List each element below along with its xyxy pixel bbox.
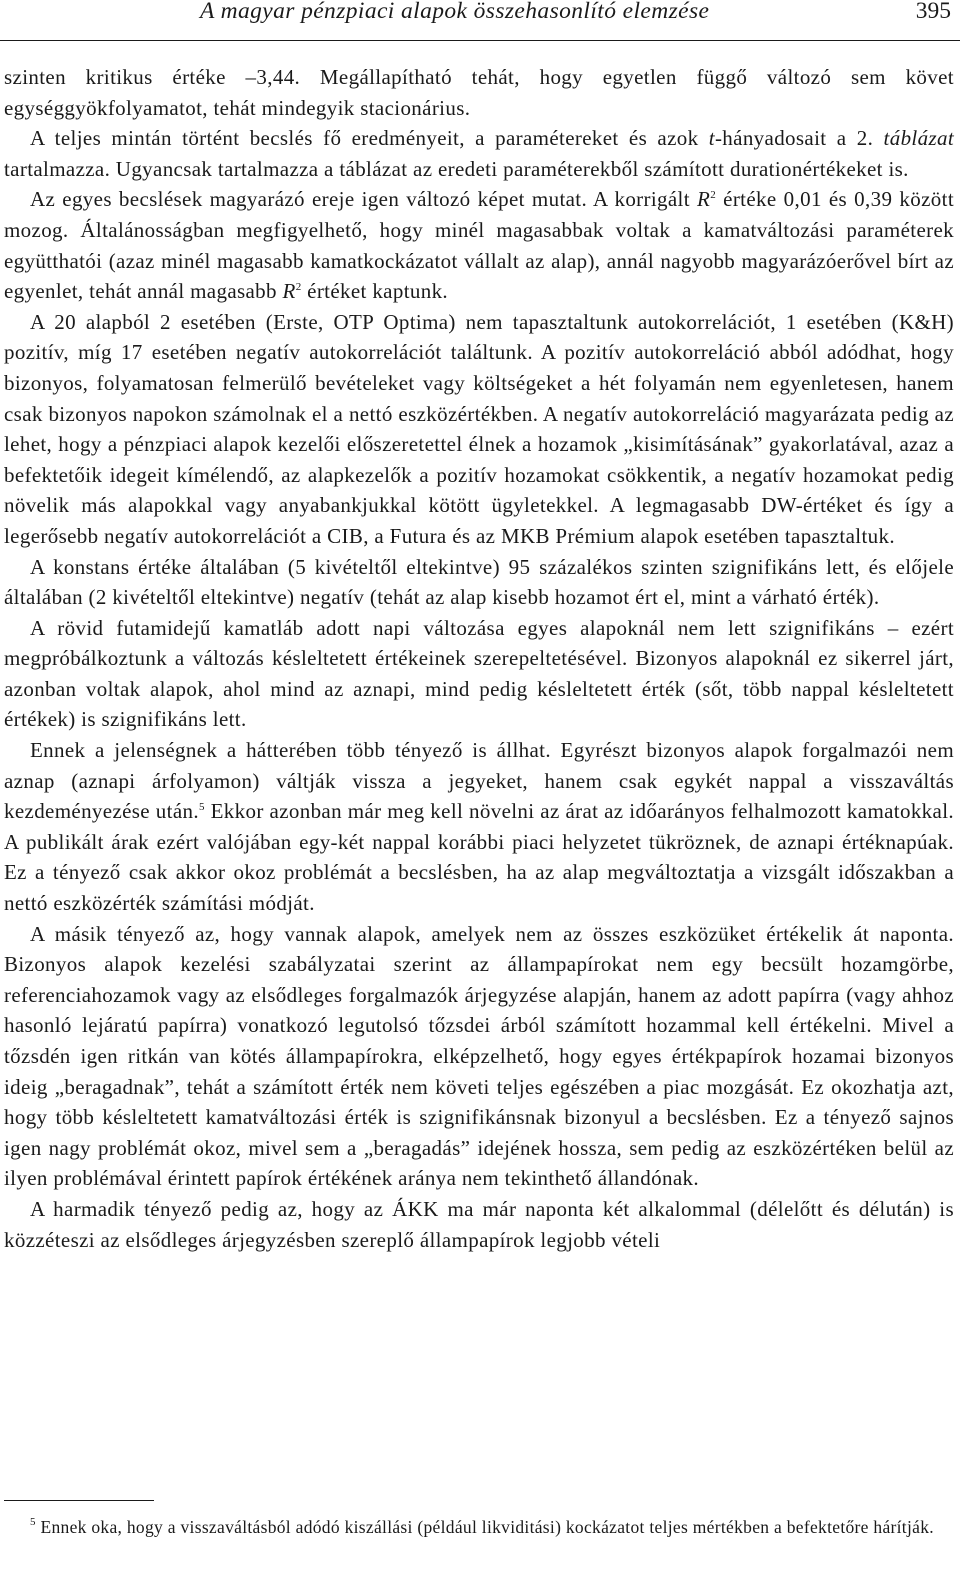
paragraph-4 xyxy=(4,307,954,552)
paragraph-5 xyxy=(4,552,954,613)
footnote-reference: 5 xyxy=(198,801,205,814)
running-title: A magyar pénzpiaci alapok összehasonlító elemzése xyxy=(200,0,710,24)
page-header xyxy=(0,0,960,40)
footnote xyxy=(4,1513,954,1541)
text-run: A konstans értéke általában (5 kivételtől eltekintve) 95 százalékos szinten szignifikáns lett, és előjele általában (2 kivételtől eltekintve) negatív (tehát az alap kisebb hozamot ért el, mint a várható érték). xyxy=(4,554,954,610)
paragraph-9 xyxy=(4,1194,954,1255)
text-run: A teljes mintán történt becslés fő eredményeit, a paramétereket és azok xyxy=(30,126,709,151)
r-symbol: R xyxy=(697,187,711,212)
paragraph-2 xyxy=(4,123,954,184)
text-run: értéket kaptunk. xyxy=(301,279,449,304)
r-symbol: R xyxy=(282,279,296,304)
text-run: A harmadik tényező pedig az, hogy az ÁKK ma már naponta két alkalommal (délelőtt és délután) is közzéteszi az elsődleges árjegyzésben szereplő állampapírok legjobb vételi xyxy=(4,1196,954,1252)
r-exponent: 2 xyxy=(295,281,302,294)
text-run: tartalmazza. Ugyancsak tartalmazza a táblázat az eredeti paraméterekből számított durationértékeket is. xyxy=(4,156,909,181)
paragraph-7 xyxy=(4,735,954,919)
table-reference: táblázat xyxy=(883,126,955,151)
paragraph-8 xyxy=(4,919,954,1194)
t-symbol: t xyxy=(708,126,715,151)
text-run: A rövid futamidejű kamatláb adott napi változása egyes alapoknál nem lett szignifikáns – ezért megpróbálkoztunk a változás késleltetett értékeinek szerepeltetésével. Bizonyos alapoknál ez sikerrel járt, azonban voltak alapok, ahol mind az aznapi, mind pedig késleltetett érték (sőt, több nappal késleltetett értékek) is szignifikáns lett. xyxy=(4,615,954,732)
text-run: Az egyes becslések magyarázó ereje igen változó képet mutat. A korrigált xyxy=(30,187,698,212)
header-rule xyxy=(0,40,960,41)
text-run: értéke 0,01 és 0,39 között mozog. Általánosságban megfigyelhető, hogy minél magasabbak voltak a kamatváltozási paraméterek együtthatói (azaz minél magasabb kamatkockázatot vállalt az alap), annál nagyobb magyarázóerővel bírt az egyenlet, tehát annál magasabb xyxy=(4,187,954,304)
r-exponent: 2 xyxy=(710,189,717,202)
footnote-mark: 5 xyxy=(30,1516,36,1528)
text-run: A másik tényező az, hogy vannak alapok, amelyek nem az összes eszközüket értékelik át naponta. Bizonyos alapok kezelési szabályzatai szerint az állampapírokat nem egy becsült hozamgörbe, referenciahozamok vagy az elsődleges forgalmazók árjegyzése alapján, hanem az adott papírra (vagy ahhoz hasonló lejáratú papírra) vonatkozó legutolsó tőzsdei árból számított hozammal kell értékelni. Mivel a tőzsdén igen ritkán van kötés állampapírokra, elképzelhető, hogy egyes értékpapírok hozamai bizonyos ideig „beragadnak”, tehát a számított érték nem követi teljes egészében a piac mozgását. Ez okozhatja azt, hogy több késleltetett kamatváltozási érték is szignifikánsnak bizonyul a becslésben. Ez a tényező sajnos igen nagy problémát okoz, mivel sem a „beragadás” idejének hossza, sem pedig az eszközértéken belül az ilyen problémával érintett papírok értékének aránya nem tekinthető állandónak. xyxy=(4,921,954,1191)
page-number: 395 xyxy=(915,0,951,24)
footnote-text: Ennek oka, hogy a visszaváltásból adódó kiszállási (például likviditási) kockázatot teljes mértékben a befektetőre hárítják. xyxy=(35,1517,934,1537)
text-run: -hányadosait a 2. xyxy=(714,126,884,151)
text-run: Ekkor azonban már meg kell növelni az árat az időarányos felhalmozott kamatokkal. A publikált árak ezért valójában egy-két nappal korábbi piaci helyzetet tükröznek, de aznapi értéknapúak. Ez a tényező csak akkor okoz problémát a becslésben, ha az alap megváltoztatja a vizsgált időszakban a nettó eszközérték számítási módját. xyxy=(4,799,955,916)
paragraph-6 xyxy=(4,613,954,735)
paragraph-1 xyxy=(4,62,954,123)
footnote-rule xyxy=(4,1500,154,1501)
text-run: Ennek a jelenségnek a hátterében több tényező is állhat. Egyrészt bizonyos alapok forgalmazói nem aznap (aznapi árfolyamon) váltják vissza a jegyeket, hanem csak egykét nappal a visszaváltás kezdeményezése után. xyxy=(4,738,954,824)
paragraph-3 xyxy=(4,184,954,306)
body-text xyxy=(4,62,954,1255)
text-run: A 20 alapból 2 esetében (Erste, OTP Optima) nem tapasztaltunk autokorrelációt, 1 esetében (K&H) pozitív, míg 17 esetében negatív autokorrelációt találtunk. A pozitív autokorreláció abból adódhat, hogy bizonyos, folyamatosan felmerülő bevételeket vagy költségeket a hét folyamán nem egyenletesen, hanem csak bizonyos napokon számolnak el a nettó eszközértékben. A negatív autokorreláció magyarázata pedig az lehet, hogy a pénzpiaci alapok kezelői előszeretettel élnek a hozamok „kisimításának” gyakorlatával, azaz a befektetőik idegeit kímélendő, az alapkezelők a pozitív hozamokat csökkentik, a negatív hozamokat pedig növelik más alapokkal vagy anyabankjukkal kötött ügyletekkel. A legmagasabb DW-értéket és így a legerősebb negatív autokorrelációt a CIB, a Futura és az MKB Prémium alapok esetében tapasztaltuk. xyxy=(4,309,954,548)
text-run: szinten kritikus értéke –3,44. Megállapítható tehát, hogy egyetlen függő változó sem követ egységgyökfolyamatot, tehát mindegyik stacionárius. xyxy=(4,65,954,120)
